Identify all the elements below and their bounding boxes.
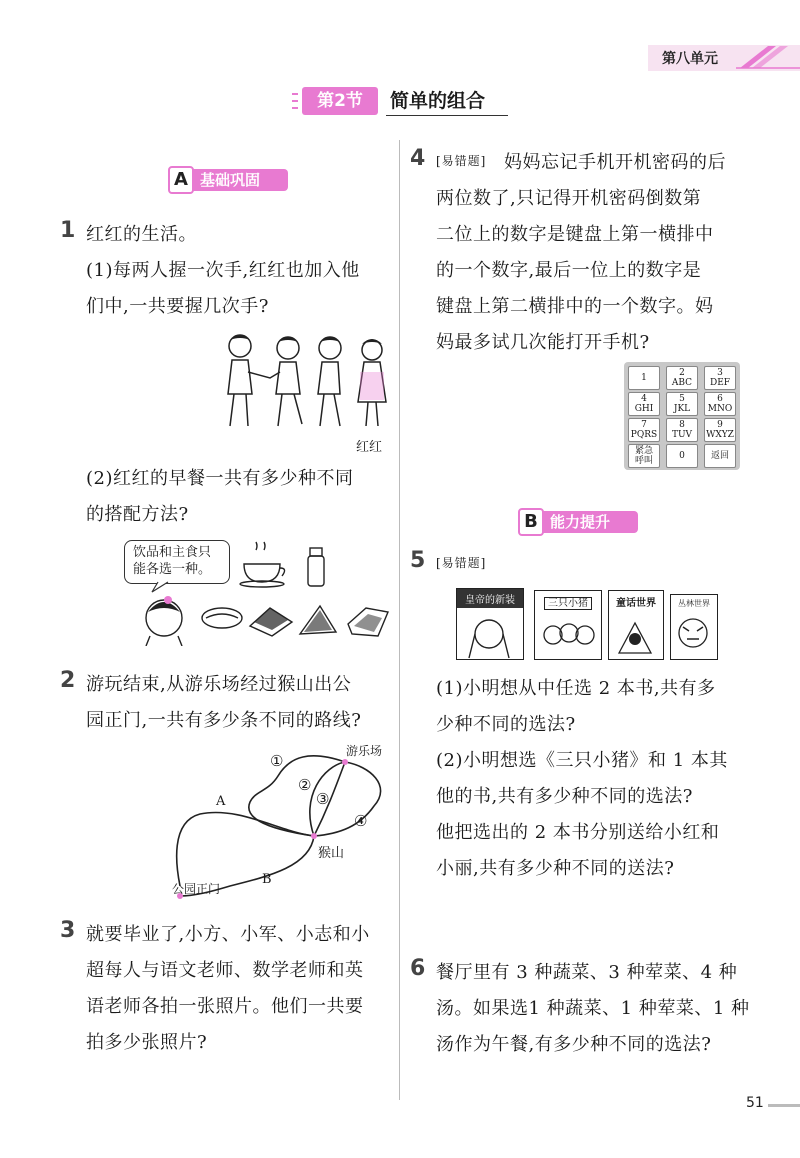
q5-line: 他把选出的 2 本书分别送给小红和	[436, 822, 720, 843]
q5-line: 小丽,共有多少种不同的送法?	[436, 858, 675, 879]
key-7[interactable]: 7 PQRS	[628, 418, 660, 442]
breakfast-illustration	[130, 540, 400, 646]
q2-line: 园正门,一共有多少条不同的路线?	[86, 710, 362, 731]
category-b-label: 能力提升	[540, 511, 638, 533]
book-title: 童话世界	[616, 598, 656, 609]
speech-tail	[152, 582, 168, 592]
section-tag: 第2节	[302, 87, 378, 115]
unit-label: 第八单元	[662, 51, 718, 67]
key-2[interactable]: 2 ABC	[666, 366, 698, 390]
q4-number: 4	[410, 146, 426, 171]
teacup-icon	[244, 564, 280, 582]
unit-badge	[640, 42, 800, 72]
q1-number: 1	[60, 218, 76, 243]
q4-tag: [易错题]	[436, 154, 487, 168]
q6-line: 汤。如果选1 种蔬菜、1 种荤菜、1 种	[436, 998, 750, 1019]
route-3-label: ③	[316, 790, 330, 808]
route-2-label: ②	[298, 776, 312, 794]
q3-line: 语老师各拍一张照片。他们一共要	[86, 996, 364, 1017]
route-b-label: B	[262, 872, 272, 887]
speech-line: 饮品和主食只	[133, 545, 212, 560]
q1-sub2-line: 的搭配方法?	[86, 504, 189, 525]
bread-icon	[202, 608, 242, 628]
q1-line: 们中,一共要握几次手?	[86, 296, 269, 317]
book-title: 三只小猪	[544, 597, 592, 610]
q5-line: (2)小明想选《三只小猪》和 1 本其	[436, 750, 728, 771]
q1-line: (1)每两人握一次手,红红也加入他	[86, 260, 360, 281]
book-3	[608, 590, 664, 660]
q4-line: 妈最多试几次能打开手机?	[436, 332, 650, 353]
q5-line: 少种不同的选法?	[436, 714, 576, 735]
q5-tag: [易错题]	[436, 556, 487, 570]
book-4	[670, 594, 718, 660]
kid-head	[362, 340, 382, 360]
q4-line: 的一个数字,最后一位上的数字是	[436, 260, 702, 281]
page-number-rule	[768, 1104, 800, 1107]
section-name: 简单的组合	[386, 87, 508, 116]
key-back[interactable]: 返回	[704, 444, 736, 468]
kids-handshake-illustration	[218, 332, 398, 434]
q5-line: 他的书,共有多少种不同的选法?	[436, 786, 693, 807]
key-0[interactable]: 0	[666, 444, 698, 468]
q5-line: (1)小明想从中任选 2 本书,共有多	[436, 678, 716, 699]
key-8[interactable]: 8 TUV	[666, 418, 698, 442]
key-3[interactable]: 3 DEF	[704, 366, 736, 390]
kid-caption: 红红	[356, 440, 383, 455]
route-1-label: ①	[270, 752, 284, 770]
q1-line: 红红的生活。	[86, 224, 197, 245]
q4-line: 两位数了,只记得开机密码倒数第	[436, 188, 702, 209]
q4-line: 妈妈忘记手机开机密码的后	[504, 152, 726, 173]
key-5[interactable]: 5 JKL	[666, 392, 698, 416]
category-a-label: 基础巩固	[190, 169, 288, 191]
monkey-hill-label: 猴山	[318, 846, 345, 861]
milk-bottle-icon	[308, 556, 324, 586]
q3-line: 拍多少张照片?	[86, 1032, 208, 1053]
q6-number: 6	[410, 956, 426, 981]
phone-keypad	[624, 362, 740, 470]
q2-number: 2	[60, 668, 76, 693]
q3-line: 就要毕业了,小方、小军、小志和小	[86, 924, 370, 945]
amusement-park-label: 游乐场	[346, 744, 383, 758]
key-4[interactable]: 4 GHI	[628, 392, 660, 416]
q1-sub2-line: (2)红红的早餐一共有多少种不同	[86, 468, 354, 489]
category-a-letter: A	[168, 166, 194, 194]
route-4-label: ④	[354, 812, 368, 830]
book-title: 丛林世界	[678, 599, 710, 608]
book-2	[534, 590, 602, 660]
q2-line: 游玩结束,从游乐场经过猴山出公	[86, 674, 352, 695]
route-a	[177, 812, 314, 886]
key-emergency[interactable]: 紧急 呼叫	[628, 444, 660, 468]
key-6[interactable]: 6 MNO	[704, 392, 736, 416]
q6-line: 餐厅里有 3 种蔬菜、3 种荤菜、4 种	[436, 962, 738, 983]
route-a-label: A	[216, 794, 226, 809]
category-b-letter: B	[518, 508, 544, 536]
q4-line: 键盘上第二横排中的一个数字。妈	[436, 296, 714, 317]
key-1[interactable]: 1	[628, 366, 660, 390]
q3-number: 3	[60, 918, 76, 943]
q4-line: 二位上的数字是键盘上第一横排中	[436, 224, 714, 245]
q3-line: 超每人与语文老师、数学老师和英	[86, 960, 364, 981]
q5-number: 5	[410, 548, 426, 573]
park-gate-label: 公园正门	[172, 882, 221, 896]
key-9[interactable]: 9 WXYZ	[704, 418, 736, 442]
speech-line: 能各选一种。	[133, 562, 212, 577]
book-1	[456, 588, 524, 660]
page-number: 51	[746, 1095, 764, 1111]
q6-line: 汤作为午餐,有多少种不同的选法?	[436, 1034, 712, 1055]
book-title: 皇帝的新装	[457, 589, 523, 608]
